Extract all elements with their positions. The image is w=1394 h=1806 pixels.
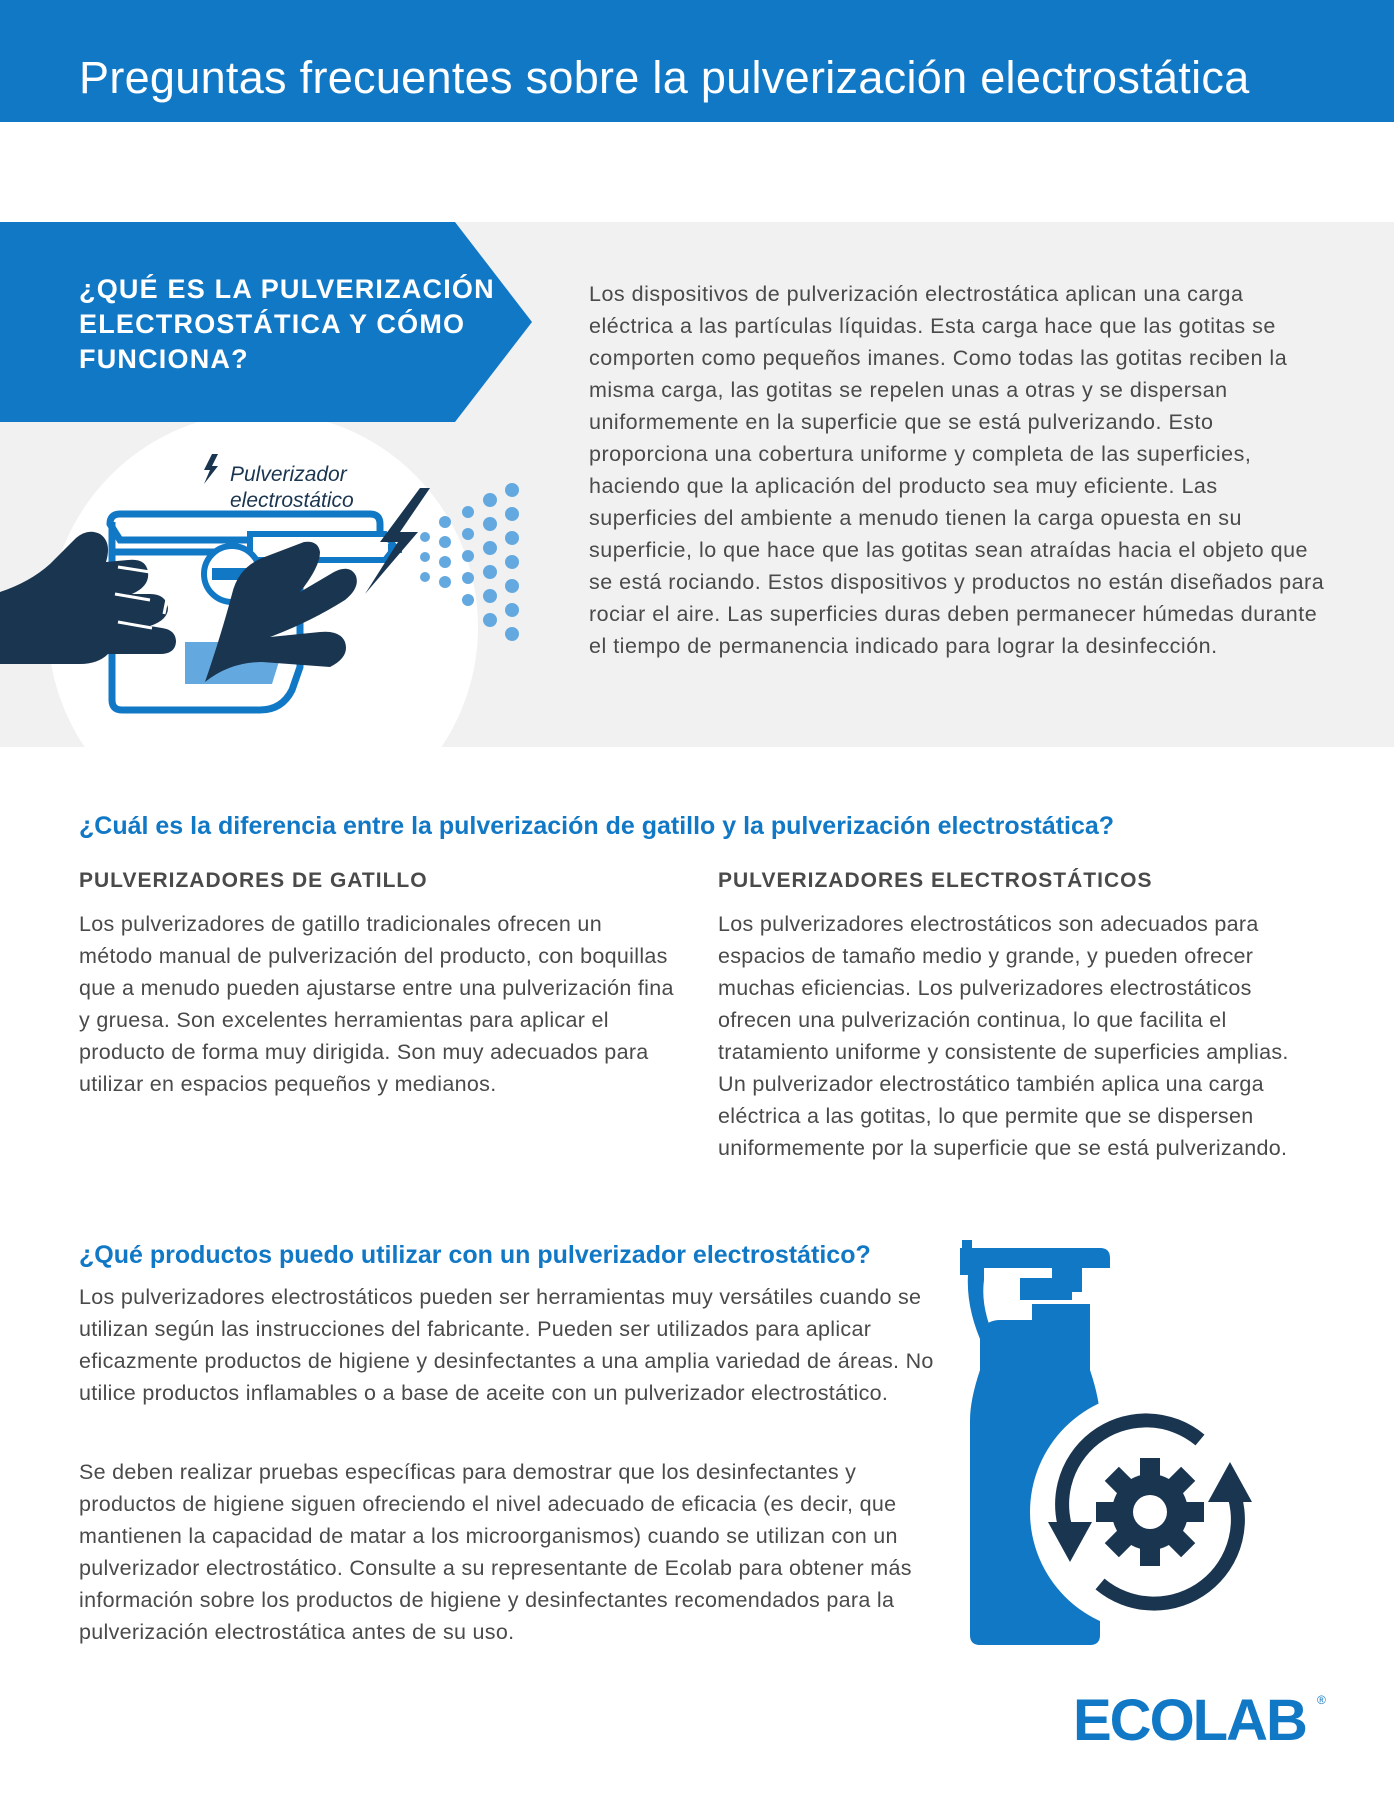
intro-paragraph: Los dispositivos de pulverización electrostática aplican una carga eléctrica a las partículas líquidas. Esta carga hace que las gotitas se comporten como pequeños imanes. Como todas las gotitas reciben la misma carga, las gotitas se repelen unas a otras y se dispersan uniformemente en la superficie que se está pulverizando. Esto proporciona una cobertura uniforme y completa de las superficies, haciendo que la aplicación del producto sea muy eficiente. Las superficies del ambiente a menudo tienen la carga opuesta en su superficie, lo que hace que las gotitas sean atraídas hacia el objeto que se está rociando. Estos dispositivos y productos no están diseñados para rociar el aire. Las superficies duras deben permanecer húmedas durante el tiempo de permanencia indicado para lograr la desinfección.	[589, 282, 1325, 658]
title-bar	[0, 0, 1394, 122]
electrostatic-sprayers-heading: PULVERIZADORES ELECTROSTÁTICOS	[718, 869, 1153, 892]
difference-heading: ¿Cuál es la diferencia entre la pulverización de gatillo y la pulverización electrostática?	[79, 812, 1115, 840]
trigger-sprayers-text: Los pulverizadores de gatillo tradicionales ofrecen un método manual de pulverización del producto, con boquillas que a menudo pueden ajustarse entre una pulverización fina y gruesa. Son excelentes herramientas para aplicar el producto de forma muy dirigida. Son muy adecuados para utilizar en espacios pequeños y medianos.	[79, 912, 674, 1096]
svg-text:ECOLAB: ECOLAB	[1073, 1690, 1306, 1750]
electrostatic-sprayers-text: Los pulverizadores electrostáticos son adecuados para espacios de tamaño medio y grande, y pueden ofrecer muchas eficiencias. Los pulverizadores electrostáticos ofrecen una pulverización continua, lo que facilita el tratamiento uniforme y consistente de superficies amplias. Un pulverizador electrostático también aplica una carga eléctrica a las gotitas, lo que permite que se dispersen uniformemente por la superficie que se está pulverizando.	[718, 912, 1289, 1160]
products-paragraph-1: Los pulverizadores electrostáticos pueden ser herramientas muy versátiles cuando se utilizan según las instrucciones del fabricante. Pueden ser utilizados para aplicar eficazmente productos de higiene y desinfectantes a una amplia variedad de áreas. No utilice productos inflamables o a base de aceite con un pulverizador electrostático.	[79, 1285, 934, 1405]
svg-text:®: ®	[1317, 1693, 1326, 1707]
ecolab-logo	[1073, 1690, 1333, 1750]
spray-bottle-gear-icon	[960, 1240, 1320, 1650]
intro-section	[0, 222, 1394, 747]
products-heading: ¿Qué productos puedo utilizar con un pulverizador electrostático?	[79, 1241, 871, 1269]
illustration-label: Pulverizador electrostático	[230, 463, 354, 512]
trigger-sprayers-heading: PULVERIZADORES DE GATILLO	[79, 869, 428, 892]
page-title: Preguntas frecuentes sobre la pulverización electrostática	[79, 52, 1250, 103]
intro-heading: ¿QUÉ ES LA PULVERIZACIÓN ELECTROSTÁTICA Y CÓMO FUNCIONA?	[79, 274, 495, 374]
products-paragraph-2: Se deben realizar pruebas específicas para demostrar que los desinfectantes y productos de higiene siguen ofreciendo el nivel adecuado de eficacia (es decir, que mantienen la capacidad de matar a los microorganismos) cuando se utilizan con un pulverizador electrostático. Consulte a su representante de Ecolab para obtener más información sobre los productos de higiene y desinfectantes recomendados para la pulverización electrostática antes de su uso.	[79, 1460, 912, 1644]
